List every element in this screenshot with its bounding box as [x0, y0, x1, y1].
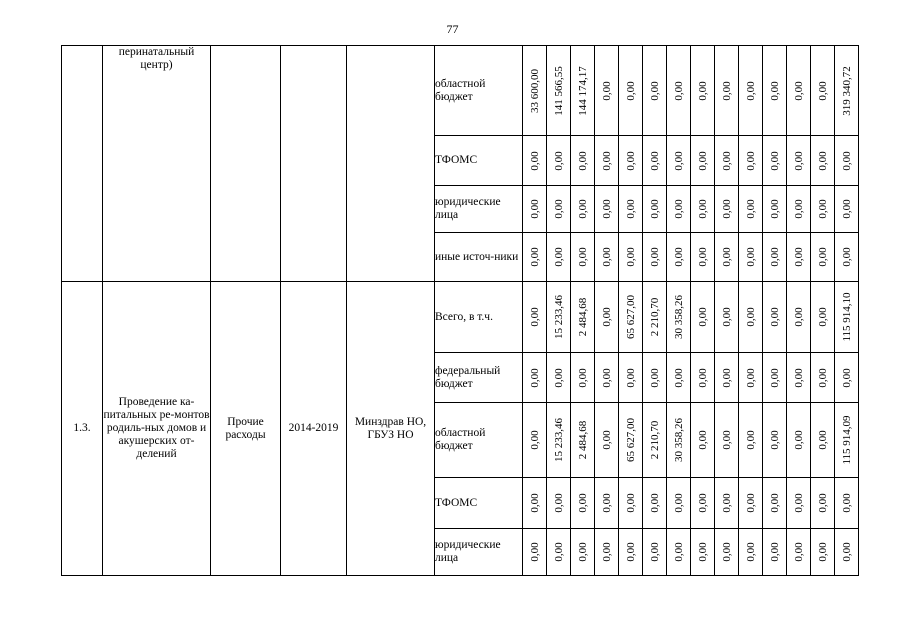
value-cell: [763, 46, 787, 136]
value-cell: [691, 46, 715, 136]
value-cell: [715, 529, 739, 576]
value-cell: [571, 136, 595, 186]
value-cell: [595, 353, 619, 403]
value-cell: [619, 478, 643, 529]
value-text: 115 914,09: [840, 415, 853, 465]
funding-source-cell: юридические лица: [435, 186, 523, 233]
executor-cell: Минздрав НО, ГБУЗ НО: [347, 282, 435, 576]
value-cell: [715, 353, 739, 403]
value-text: 0,00: [768, 80, 781, 101]
value-text: 0,00: [624, 542, 637, 562]
value-text: 0,00: [672, 199, 685, 219]
value-cell: [595, 46, 619, 136]
value-text: 0,00: [648, 150, 661, 171]
value-text: 0,00: [720, 542, 733, 562]
value-text: 0,00: [792, 493, 805, 513]
value-cell: [571, 353, 595, 403]
value-text: 33 600,00: [528, 68, 541, 113]
value-cell: [763, 478, 787, 529]
value-text: 0,00: [792, 247, 805, 267]
value-text: 0,00: [576, 542, 589, 562]
value-text: 0,00: [816, 367, 829, 388]
value-text: 0,00: [744, 367, 757, 388]
value-text: 0,00: [696, 150, 709, 171]
value-cell: [571, 403, 595, 478]
value-text: 0,00: [552, 493, 565, 513]
value-text: 0,00: [624, 80, 637, 101]
value-text: 0,00: [720, 367, 733, 388]
table-row: [62, 282, 859, 353]
value-cell: [667, 233, 691, 282]
value-cell: [787, 46, 811, 136]
value-text: 0,00: [552, 199, 565, 219]
value-cell: [667, 353, 691, 403]
value-text: 319 340,72: [840, 65, 853, 116]
value-cell: [691, 282, 715, 353]
item-number-cell: 1.3.: [62, 282, 103, 576]
value-text: 0,00: [696, 307, 709, 327]
value-cell: [811, 529, 835, 576]
value-text: 141 566,55: [552, 65, 565, 116]
value-text: 0,00: [624, 199, 637, 219]
period-cell: 2014-2019: [281, 282, 347, 576]
value-cell: [619, 136, 643, 186]
value-text: 0,00: [600, 199, 613, 219]
value-text: 0,00: [792, 367, 805, 388]
value-text: 0,00: [648, 493, 661, 513]
value-cell: [811, 478, 835, 529]
value-cell: [643, 136, 667, 186]
value-text: 0,00: [840, 199, 853, 219]
value-cell: [739, 529, 763, 576]
value-cell: [523, 46, 547, 136]
executor-cell: [347, 46, 435, 282]
value-cell: [595, 478, 619, 529]
value-cell: [547, 233, 571, 282]
value-text: 0,00: [816, 247, 829, 267]
value-cell: [619, 403, 643, 478]
value-text: 0,00: [816, 493, 829, 513]
value-cell: [547, 46, 571, 136]
value-text: 0,00: [768, 367, 781, 388]
value-cell: [763, 353, 787, 403]
period-cell: [281, 46, 347, 282]
value-cell: [835, 478, 859, 529]
value-cell: [763, 186, 787, 233]
value-cell: [835, 403, 859, 478]
value-cell: [667, 478, 691, 529]
value-cell: [619, 529, 643, 576]
value-text: 0,00: [672, 150, 685, 171]
value-cell: [571, 282, 595, 353]
value-text: 0,00: [528, 247, 541, 267]
value-cell: [715, 233, 739, 282]
value-cell: [523, 136, 547, 186]
value-text: 0,00: [600, 80, 613, 101]
value-text: 15 233,46: [552, 418, 565, 462]
value-text: 0,00: [648, 199, 661, 219]
value-cell: [763, 136, 787, 186]
value-cell: [835, 233, 859, 282]
value-cell: [595, 233, 619, 282]
value-cell: [571, 233, 595, 282]
value-cell: [571, 478, 595, 529]
value-text: 0,00: [624, 367, 637, 388]
value-cell: [667, 136, 691, 186]
value-text: 0,00: [696, 80, 709, 101]
value-cell: [523, 186, 547, 233]
expense-type-cell: Прочие расходы: [211, 282, 281, 576]
value-text: 0,00: [576, 199, 589, 219]
value-cell: [835, 353, 859, 403]
value-cell: [787, 478, 811, 529]
value-text: 0,00: [624, 150, 637, 171]
value-cell: [811, 403, 835, 478]
value-cell: [595, 186, 619, 233]
value-cell: [523, 478, 547, 529]
value-text: 0,00: [600, 307, 613, 327]
expense-type-cell: [211, 46, 281, 282]
value-cell: [547, 403, 571, 478]
value-text: 0,00: [720, 247, 733, 267]
value-cell: [643, 353, 667, 403]
value-cell: [787, 403, 811, 478]
value-text: 0,00: [696, 367, 709, 388]
value-cell: [739, 403, 763, 478]
value-text: 0,00: [528, 367, 541, 388]
value-text: 0,00: [528, 542, 541, 562]
funding-source-cell: Всего, в т.ч.: [435, 282, 523, 353]
value-text: 0,00: [528, 150, 541, 171]
value-text: 0,00: [552, 150, 565, 171]
value-cell: [787, 353, 811, 403]
value-cell: [739, 282, 763, 353]
value-text: 0,00: [840, 367, 853, 388]
value-text: 0,00: [600, 367, 613, 388]
value-text: 0,00: [744, 247, 757, 267]
value-text: 115 914,10: [840, 292, 853, 342]
value-cell: [667, 186, 691, 233]
value-text: 0,00: [768, 199, 781, 219]
value-text: 65 627,00: [624, 418, 637, 462]
value-cell: [571, 46, 595, 136]
value-cell: [739, 186, 763, 233]
value-text: 2 210,70: [648, 297, 661, 337]
value-cell: [643, 478, 667, 529]
value-text: 0,00: [840, 493, 853, 513]
value-cell: [811, 186, 835, 233]
value-cell: [763, 529, 787, 576]
value-text: 0,00: [648, 80, 661, 101]
value-cell: [739, 233, 763, 282]
value-text: 0,00: [720, 80, 733, 101]
value-cell: [595, 282, 619, 353]
value-cell: [523, 353, 547, 403]
item-name-cell: Проведение ка-питальных ре-монтов родиль-ных домов и акушерских от-делений: [103, 282, 211, 576]
value-cell: [811, 282, 835, 353]
value-cell: [547, 282, 571, 353]
value-text: 0,00: [768, 542, 781, 562]
value-cell: [691, 478, 715, 529]
value-cell: [643, 186, 667, 233]
funding-source-cell: иные источ-ники: [435, 233, 523, 282]
value-cell: [643, 529, 667, 576]
value-text: 0,00: [624, 493, 637, 513]
value-text: 0,00: [576, 150, 589, 171]
value-cell: [811, 46, 835, 136]
value-cell: [643, 233, 667, 282]
value-cell: [811, 353, 835, 403]
value-cell: [715, 478, 739, 529]
value-cell: [763, 233, 787, 282]
value-cell: [691, 186, 715, 233]
value-text: 0,00: [552, 247, 565, 267]
value-text: 0,00: [744, 80, 757, 101]
value-cell: [763, 282, 787, 353]
value-text: 0,00: [648, 367, 661, 388]
value-text: 0,00: [720, 150, 733, 171]
item-number-cell: [62, 46, 103, 282]
value-text: 0,00: [816, 542, 829, 562]
value-text: 2 210,70: [648, 420, 661, 460]
value-text: 2 484,68: [576, 420, 589, 460]
value-text: 0,00: [744, 307, 757, 327]
value-text: 30 358,26: [672, 295, 685, 339]
value-text: 0,00: [720, 493, 733, 513]
value-text: 0,00: [600, 542, 613, 562]
value-text: 144 174,17: [576, 65, 589, 116]
value-text: 0,00: [576, 367, 589, 388]
item-name-cell: перинатальный центр): [103, 46, 211, 282]
value-text: 0,00: [816, 307, 829, 327]
value-text: 0,00: [792, 150, 805, 171]
value-text: 0,00: [744, 493, 757, 513]
value-cell: [619, 186, 643, 233]
value-text: 0,00: [744, 199, 757, 219]
value-cell: [643, 46, 667, 136]
value-cell: [691, 233, 715, 282]
value-cell: [835, 46, 859, 136]
value-cell: [787, 282, 811, 353]
value-cell: [547, 353, 571, 403]
value-cell: [715, 46, 739, 136]
value-text: 0,00: [792, 430, 805, 450]
value-text: 0,00: [672, 247, 685, 267]
value-cell: [547, 478, 571, 529]
value-cell: [715, 403, 739, 478]
value-text: 0,00: [816, 80, 829, 101]
funding-source-cell: областной бюджет: [435, 46, 523, 136]
value-cell: [547, 529, 571, 576]
value-text: 0,00: [672, 542, 685, 562]
funding-source-cell: областной бюджет: [435, 403, 523, 478]
value-cell: [715, 282, 739, 353]
value-text: 0,00: [528, 430, 541, 450]
value-text: 0,00: [696, 199, 709, 219]
funding-source-cell: юридические лица: [435, 529, 523, 576]
value-text: 15 233,46: [552, 295, 565, 339]
funding-source-cell: федеральный бюджет: [435, 353, 523, 403]
value-text: 0,00: [792, 542, 805, 562]
value-text: 0,00: [600, 493, 613, 513]
value-cell: [739, 478, 763, 529]
value-cell: [667, 46, 691, 136]
value-text: 0,00: [600, 150, 613, 171]
value-text: 0,00: [840, 150, 853, 171]
value-text: 0,00: [696, 493, 709, 513]
value-cell: [787, 529, 811, 576]
value-cell: [595, 136, 619, 186]
value-cell: [595, 403, 619, 478]
value-cell: [787, 136, 811, 186]
value-text: 0,00: [840, 247, 853, 267]
value-text: 0,00: [792, 80, 805, 101]
value-text: 0,00: [816, 199, 829, 219]
value-text: 0,00: [792, 199, 805, 219]
funding-source-cell: ТФОМС: [435, 478, 523, 529]
value-text: 0,00: [768, 150, 781, 171]
value-cell: [691, 353, 715, 403]
value-text: 0,00: [768, 307, 781, 327]
value-cell: [667, 282, 691, 353]
value-cell: [643, 403, 667, 478]
funding-source-cell: ТФОМС: [435, 136, 523, 186]
value-cell: [739, 136, 763, 186]
value-text: 2 484,68: [576, 297, 589, 337]
value-text: 0,00: [768, 493, 781, 513]
value-text: 0,00: [528, 493, 541, 513]
value-cell: [691, 529, 715, 576]
value-text: 0,00: [744, 150, 757, 171]
value-cell: [715, 186, 739, 233]
value-text: 30 358,26: [672, 418, 685, 462]
value-cell: [619, 233, 643, 282]
value-text: 0,00: [816, 430, 829, 450]
value-text: 0,00: [648, 247, 661, 267]
value-cell: [691, 136, 715, 186]
value-text: 0,00: [576, 493, 589, 513]
value-cell: [787, 233, 811, 282]
value-cell: [835, 529, 859, 576]
value-cell: [691, 403, 715, 478]
value-cell: [763, 403, 787, 478]
value-cell: [811, 136, 835, 186]
value-cell: [835, 136, 859, 186]
value-cell: [667, 529, 691, 576]
value-text: 0,00: [600, 430, 613, 450]
value-cell: [619, 353, 643, 403]
value-cell: [739, 353, 763, 403]
value-text: 0,00: [768, 430, 781, 450]
value-cell: [739, 46, 763, 136]
value-cell: [787, 186, 811, 233]
value-text: 0,00: [600, 247, 613, 267]
value-cell: [619, 282, 643, 353]
value-text: 0,00: [768, 247, 781, 267]
budget-table: [61, 45, 859, 576]
value-text: 0,00: [528, 307, 541, 327]
value-cell: [715, 136, 739, 186]
value-text: 0,00: [816, 150, 829, 171]
value-text: 0,00: [576, 247, 589, 267]
value-cell: [523, 282, 547, 353]
value-text: 0,00: [552, 367, 565, 388]
value-text: 0,00: [720, 199, 733, 219]
value-text: 0,00: [672, 493, 685, 513]
value-text: 0,00: [720, 430, 733, 450]
value-text: 0,00: [552, 542, 565, 562]
value-cell: [547, 186, 571, 233]
value-cell: [811, 233, 835, 282]
value-cell: [571, 529, 595, 576]
value-cell: [835, 186, 859, 233]
value-cell: [667, 403, 691, 478]
value-text: 0,00: [840, 542, 853, 562]
value-cell: [835, 282, 859, 353]
value-text: 0,00: [672, 80, 685, 101]
value-cell: [643, 282, 667, 353]
value-cell: [595, 529, 619, 576]
value-text: 0,00: [720, 307, 733, 327]
value-cell: [571, 186, 595, 233]
value-text: 65 627,00: [624, 295, 637, 339]
table-row: [62, 46, 859, 136]
value-text: 0,00: [696, 247, 709, 267]
value-text: 0,00: [744, 430, 757, 450]
value-cell: [619, 46, 643, 136]
value-text: 0,00: [696, 542, 709, 562]
value-text: 0,00: [696, 430, 709, 450]
value-text: 0,00: [792, 307, 805, 327]
value-cell: [523, 403, 547, 478]
value-cell: [523, 233, 547, 282]
value-text: 0,00: [672, 367, 685, 388]
value-text: 0,00: [528, 199, 541, 219]
page-number: 77: [446, 22, 459, 36]
value-text: 0,00: [624, 247, 637, 267]
value-text: 0,00: [648, 542, 661, 562]
value-text: 0,00: [744, 542, 757, 562]
value-cell: [547, 136, 571, 186]
value-cell: [523, 529, 547, 576]
